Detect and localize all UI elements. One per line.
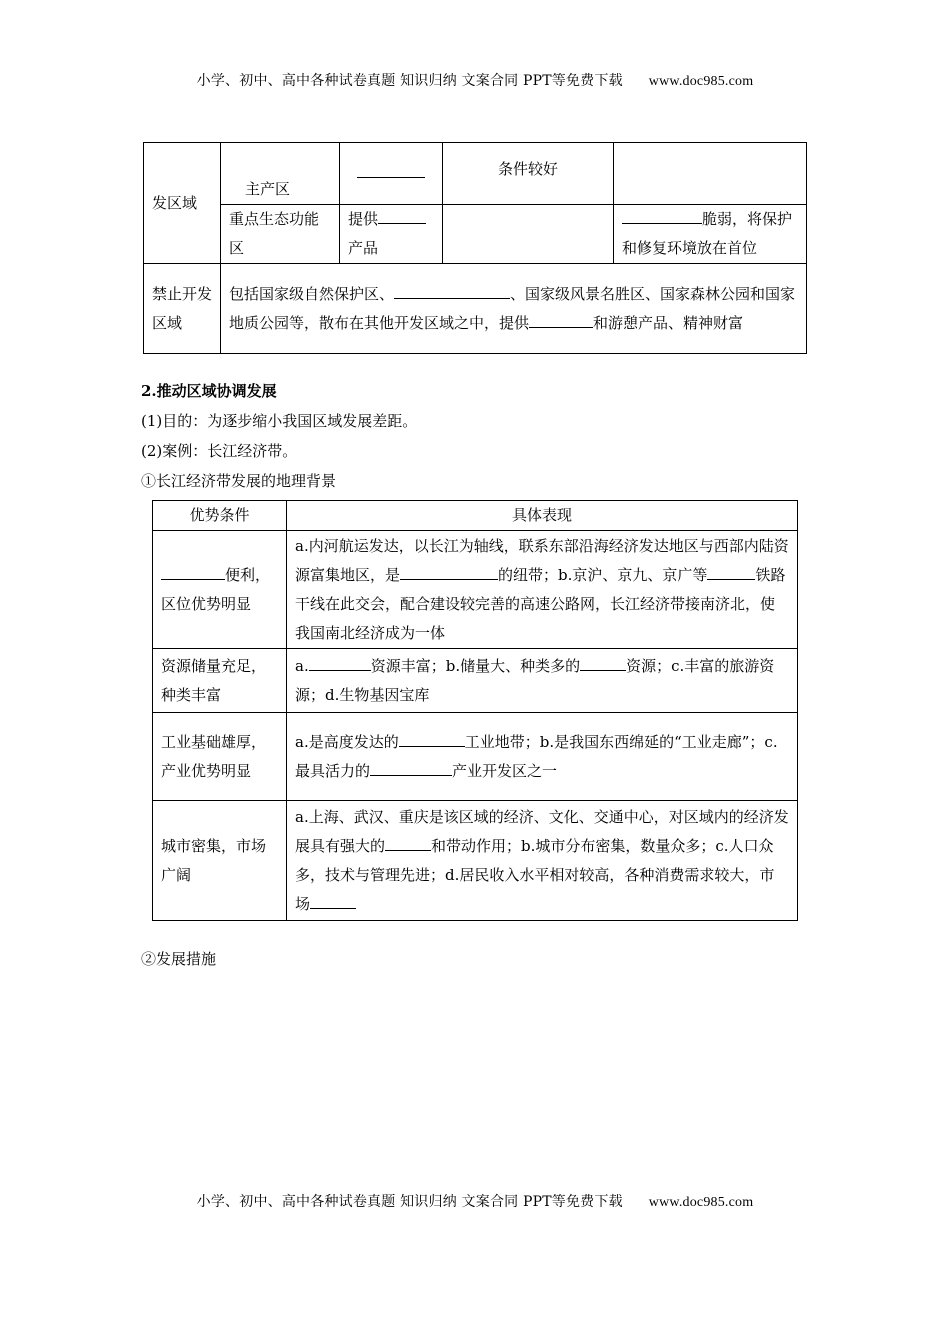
detail-b: 资源丰富；b.储量大、种类多的 xyxy=(370,656,581,675)
answer-blank[interactable] xyxy=(707,561,755,580)
detail-a: a.内河航运发达，以长江为轴线，联系东部沿海经济发达地区与西部内陆资源富集地区，是 xyxy=(295,536,789,584)
page-header xyxy=(0,70,950,90)
desc-part-b: 、国家级风景名胜区、国家森林公园和国家地质公园等，散布在其他开发区域之中，提供 xyxy=(229,284,796,332)
desc-part-c: 和游憩产品、精神财富 xyxy=(593,313,744,332)
prohibited-zone-desc xyxy=(221,264,807,354)
detail-c: 铁路干线在此交会，配合建设较完善的高速公路网，长江经济带接南济北，使我国南北经济成为一体 xyxy=(295,565,786,642)
resource-advantage-cell: 资源储量充足，种类丰富 xyxy=(153,649,287,713)
desc-part-a: 包括国家级自然保护区、 xyxy=(229,284,395,303)
answer-blank[interactable] xyxy=(309,652,371,671)
answer-blank[interactable] xyxy=(529,309,593,328)
answer-blank[interactable] xyxy=(310,890,356,909)
transport-details-cell xyxy=(287,531,798,649)
detail-c: 产业开发区之一 xyxy=(452,761,558,780)
footer-url[interactable]: www.doc985.com xyxy=(648,1195,754,1210)
subsection-measures: ②发展措施 xyxy=(141,950,217,968)
answer-blank[interactable] xyxy=(161,561,225,580)
detail-a: a.是高度发达的 xyxy=(295,732,399,751)
answer-blank[interactable] xyxy=(385,832,431,851)
fragile-cell xyxy=(614,205,807,264)
answer-blank[interactable] xyxy=(622,205,702,224)
detail-b: 工业地带；b.是我国东西绵延的“工业走廊”；c.最具活力的 xyxy=(295,732,778,780)
header-text: 小学、初中、高中各种试卷真题 知识归纳 文案合同 PPT等免费下载 xyxy=(196,73,623,89)
provide-product-cell xyxy=(340,205,443,264)
zone-type-cell: 发区域 xyxy=(144,143,221,264)
conditions-cell: 条件较好 xyxy=(443,143,614,205)
purpose-text: (1)目的：为逐步缩小我国区域发展差距。 xyxy=(141,412,418,430)
answer-blank[interactable] xyxy=(399,728,465,747)
protect-text: 和修复环境放在首位 xyxy=(622,239,758,257)
answer-blank[interactable] xyxy=(357,159,425,178)
product-label: 产品 xyxy=(348,239,379,257)
detail-b: 和带动作用；b.城市分布密集，数量众多；c.人口众多，技术与管理先进；d.居民收入水平相对较高，各种消费需求较大，市场 xyxy=(295,836,775,913)
development-zones-table xyxy=(143,142,807,354)
header-details: 具体表现 xyxy=(287,501,798,531)
industry-details-cell xyxy=(287,713,798,801)
answer-blank[interactable] xyxy=(378,205,426,224)
subsection-background: ①长江经济带发展的地理背景 xyxy=(141,472,337,490)
detail-b: 的纽带；b.京沪、京九、京广等 xyxy=(498,565,708,584)
answer-blank[interactable] xyxy=(580,652,626,671)
header-advantage: 优势条件 xyxy=(153,501,287,531)
header-url[interactable]: www.doc985.com xyxy=(648,74,754,89)
main-producing-area-cell: 主产区 xyxy=(221,143,340,205)
city-details-cell xyxy=(287,801,798,921)
prohibited-zone-cell: 禁止开发区域 xyxy=(144,264,221,354)
transport-label: 便利，区位优势明显 xyxy=(161,565,271,613)
section-title: 2.推动区域协调发展 xyxy=(141,382,277,400)
detail-a: a.上海、武汉、重庆是该区域的经济、文化、交通中心，对区域内的经济发展具有强大的 xyxy=(295,807,789,855)
detail-c: 资源；c.丰富的旅游资源；d.生物基因宝库 xyxy=(295,656,775,704)
yangtze-background-table xyxy=(152,500,798,921)
provide-label: 提供 xyxy=(348,210,379,228)
answer-blank[interactable] xyxy=(370,757,452,776)
ecological-zone-cell: 重点生态功能区 xyxy=(221,205,340,264)
city-advantage-cell: 城市密集，市场广阔 xyxy=(153,801,287,921)
answer-blank[interactable] xyxy=(400,561,498,580)
empty-cell xyxy=(443,205,614,264)
transport-advantage-cell xyxy=(153,531,287,649)
fragile-text: 脆弱，将保护 xyxy=(702,210,793,228)
footer-text: 小学、初中、高中各种试卷真题 知识归纳 文案合同 PPT等免费下载 xyxy=(196,1194,623,1210)
blank-cell xyxy=(340,143,443,205)
answer-blank[interactable] xyxy=(394,280,510,299)
resource-details-cell xyxy=(287,649,798,713)
case-text: (2)案例：长江经济带。 xyxy=(141,442,298,460)
industry-advantage-cell: 工业基础雄厚，产业优势明显 xyxy=(153,713,287,801)
detail-a: a. xyxy=(295,656,309,675)
empty-cell xyxy=(614,143,807,205)
page-footer xyxy=(0,1191,950,1211)
